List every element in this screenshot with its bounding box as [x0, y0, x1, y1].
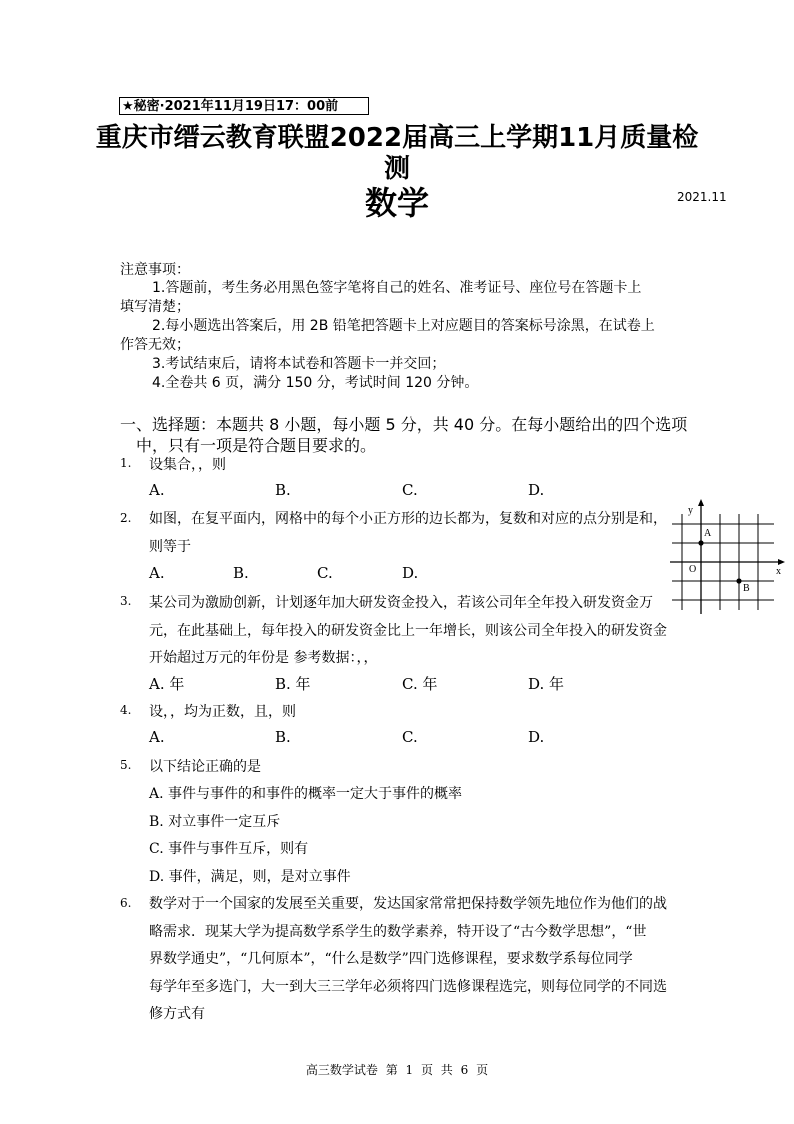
question-number: 3.: [120, 594, 132, 608]
option-c: C. 年: [402, 675, 438, 693]
note-1a: 1.答题前，考生务必用黑色签字笔将自己的姓名、准考证号、座位号在答题卡上: [152, 280, 642, 296]
note-3: 3.考试结束后，请将本试卷和答题卡一并交回；: [152, 356, 446, 372]
question-text-line5: 修方式有: [149, 1006, 205, 1022]
option-a: A. 年: [149, 675, 185, 693]
notes-heading: 注意事项：: [120, 262, 190, 278]
note-1b: 填写清楚；: [120, 299, 190, 315]
option-c: C. 事件与事件互斥，则有: [149, 841, 309, 857]
subject-title: 数学: [364, 184, 429, 222]
question-text: 设，，均为正数，且，则: [149, 704, 296, 720]
option-b: B. 年: [275, 675, 311, 693]
option-a: A.: [149, 481, 165, 499]
option-c: C.: [402, 728, 418, 746]
question-number: 4.: [120, 703, 132, 717]
question-text-line2: 则等于: [149, 539, 191, 555]
option-a: A.: [149, 728, 165, 746]
question-number: 2.: [120, 511, 132, 525]
option-d: D.: [528, 481, 545, 499]
y-axis-arrow: [698, 499, 704, 506]
question-number: 1.: [120, 456, 132, 470]
section-heading-line2: 中，只有一项是符合题目要求的。: [136, 436, 377, 455]
question-text-line4: 每学年至多选门，大一到大三三学年必须将四门选修课程选完，则每位同学的不同选: [149, 979, 667, 995]
question-text: 以下结论正确的是: [149, 759, 261, 775]
complex-plane-figure: [668, 498, 786, 616]
option-d: D. 事件，满足，则，是对立事件: [149, 869, 351, 885]
note-2a: 2.每小题选出答案后，用 2B 铅笔把答题卡上对应题目的答案标号涂黑，在试卷上: [152, 318, 655, 334]
option-b: B.: [275, 481, 291, 499]
question-text-line3: 开始超过万元的年份是 参考数据：，，: [149, 650, 378, 666]
question-text-line1: 数学对于一个国家的发展至关重要，发达国家常常把保持数学领先地位作为他们的战: [149, 896, 667, 912]
y-axis-label: y: [688, 505, 693, 516]
section-heading-line1: 一、选择题：本题共 8 小题，每小题 5 分，共 40 分。在每小题给出的四个选项: [120, 415, 688, 434]
option-d: D.: [528, 728, 545, 746]
point-b-dot: [736, 578, 741, 583]
question-text-line3: 界数学通史”，“几何原本”，“什么是数学”四门选修课程，要求数学系每位同学: [149, 951, 633, 967]
exam-title-line1: 重庆市缙云教育联盟2022届高三上学期11月质量检: [95, 123, 699, 153]
question-text-line2: 略需求．现某大学为提高数学系学生的数学素养，特开设了“古今数学思想”，“世: [149, 924, 647, 940]
question-text-line2: 元，在此基础上，每年投入的研发资金比上一年增长，则该公司全年投入的研发资金: [149, 623, 667, 639]
option-d: D. 年: [528, 675, 565, 693]
point-a-label: A: [704, 528, 712, 539]
option-b: B.: [233, 564, 249, 582]
question-text: 设集合，，则: [149, 457, 226, 473]
question-number: 6.: [120, 896, 132, 910]
x-axis-label: x: [776, 566, 781, 577]
option-a: A.: [149, 564, 165, 582]
question-text-line1: 如图，在复平面内，网格中的每个小正方形的边长都为，复数和对应的点分别是和，: [149, 511, 667, 527]
page-footer: 高三数学试卷 第 1 页 共 6 页: [305, 1063, 489, 1077]
exam-title-line2: 测: [383, 154, 410, 184]
note-2b: 作答无效；: [120, 337, 190, 353]
point-b-label: B: [743, 583, 750, 594]
option-b: B. 对立事件一定互斥: [149, 814, 281, 830]
option-b: B.: [275, 728, 291, 746]
x-axis-arrow: [778, 559, 785, 565]
note-4: 4.全卷共 6 页，满分 150 分，考试时间 120 分钟。: [152, 375, 479, 391]
exam-date: 2021.11: [677, 190, 727, 204]
option-c: C.: [317, 564, 333, 582]
question-number: 5.: [120, 758, 132, 772]
point-a-dot: [698, 540, 703, 545]
origin-label: O: [689, 564, 697, 575]
secret-label: ★秘密·2021年11月19日17：00前: [119, 97, 369, 115]
question-text-line1: 某公司为激励创新，计划逐年加大研发资金投入，若该公司年全年投入研发资金万: [149, 595, 653, 611]
option-c: C.: [402, 481, 418, 499]
option-d: D.: [402, 564, 419, 582]
option-a: A. 事件与事件的和事件的概率一定大于事件的概率: [149, 786, 463, 802]
